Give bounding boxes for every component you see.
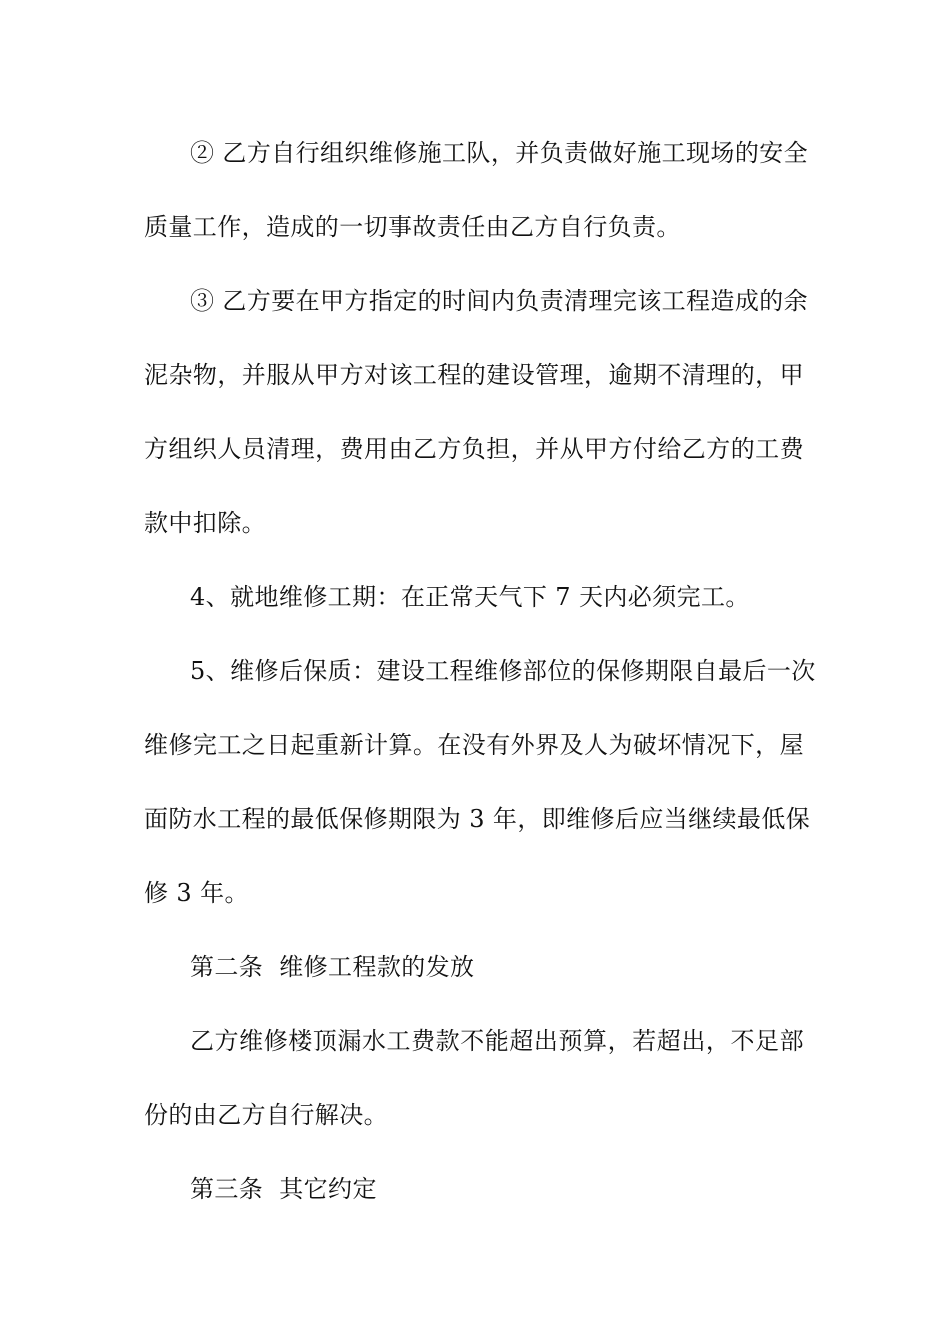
paragraph-line: ③ 乙方要在甲方指定的时间内负责清理完该工程造成的余 [190,287,809,315]
section-heading: 第三条 其它约定 [190,1175,377,1203]
paragraph-line: 泥杂物，并服从甲方对该工程的建设管理，逾期不清理的，甲 [144,361,804,389]
paragraph-line: 4、就地维修工期：在正常天气下 7 天内必须完工。 [190,583,750,611]
paragraph-line: 乙方维修楼顶漏水工费款不能超出预算，若超出，不足部 [190,1027,804,1055]
paragraph-line: 修 3 年。 [144,879,249,907]
paragraph-line: 款中扣除。 [144,509,266,537]
paragraph-line: 质量工作，造成的一切事故责任由乙方自行负责。 [144,213,681,241]
section-heading: 第二条 维修工程款的发放 [190,953,475,981]
paragraph-line: 面防水工程的最低保修期限为 3 年，即维修后应当继续最低保 [144,805,811,833]
paragraph-line: ② 乙方自行组织维修施工队，并负责做好施工现场的安全 [190,139,809,167]
paragraph-line: 方组织人员清理，费用由乙方负担，并从甲方付给乙方的工费 [144,435,804,463]
paragraph-line: 5、维修后保质：建设工程维修部位的保修期限自最后一次 [190,657,816,685]
paragraph-line: 份的由乙方自行解决。 [144,1101,388,1129]
paragraph-line: 维修完工之日起重新计算。在没有外界及人为破坏情况下，屋 [144,731,804,759]
